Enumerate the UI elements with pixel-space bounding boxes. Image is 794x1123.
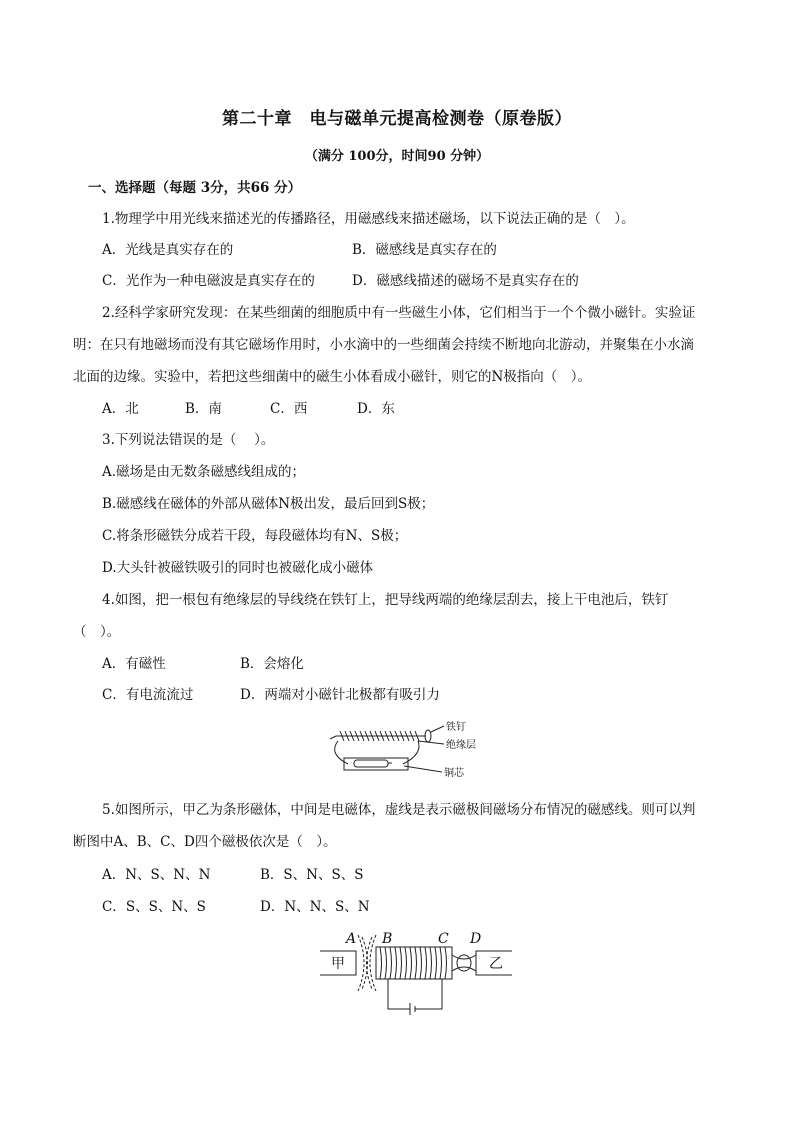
q4-option-b: B．会熔化 [240, 656, 304, 672]
q2-option-a: A．北 [102, 401, 139, 417]
q5-option-b: B．S、N、S、S [260, 867, 364, 883]
leader-insulation [418, 741, 444, 744]
label-nail: 铁钉 [446, 722, 466, 733]
q3-option-d: D.大头针被磁铁吸引的同时也被磁化成小磁体 [102, 560, 374, 576]
q5-stem-line1: 5.如图所示，甲乙为条形磁体，中间是电磁体，虚线是表示磁极间磁场分布情况的磁感线。则可以判 [102, 802, 696, 818]
q1-option-c: C．光作为一种电磁波是真实存在的 [102, 273, 315, 289]
leader-core [404, 766, 442, 772]
battery [354, 760, 388, 767]
label-pole-a: A [346, 931, 357, 947]
q2-option-d: D．东 [357, 401, 395, 417]
q1-stem: 1.物理学中用光线来描述光的传播路径，用磁感线来描述磁场，以下说法正确的是（ ）。 [102, 211, 635, 227]
label-pole-b: B [382, 931, 393, 947]
q3-option-c: C.将条形磁铁分成若干段，每段磁体均有N、S极； [102, 528, 408, 544]
wire-lead-right [403, 741, 419, 764]
q5-option-d: D．N、N、S、N [260, 899, 370, 915]
label-pole-d: D [470, 931, 482, 947]
leader-nail [431, 726, 444, 732]
q5-electromagnet-figure [318, 925, 514, 1025]
label-jia: 甲 [331, 956, 345, 972]
field-bulge [457, 955, 471, 971]
coil-windings [380, 947, 447, 979]
wire-lead-left [335, 741, 348, 764]
q2-option-c: C．西 [270, 401, 308, 417]
q2-stem-line1: 2.经科学家研究发现：在某些细菌的细胞质中有一些磁生小体，它们相当于一个个微小磁针。实验证 [102, 305, 696, 321]
q3-option-a: A.磁场是由无数条磁感线组成的； [102, 464, 306, 480]
section-heading: 一、选择题（每题 3分，共66 分） [88, 180, 302, 196]
q3-stem: 3.下列说法错误的是（ ）。 [102, 432, 275, 448]
q4-stem-line2: （ ）。 [73, 624, 121, 640]
field-line [452, 967, 476, 971]
circuit-wire-right [415, 979, 442, 1009]
q4-option-c: C．有电流流过 [102, 687, 194, 703]
q1-option-b: B．磁感线是真实存在的 [352, 242, 497, 258]
q5-option-c: C．S、S、N、S [102, 899, 206, 915]
q4-stem-line1: 4.如图，把一根包有绝缘层的导线绕在铁钉上，把导线两端的绝缘层刮去，接上干电池后，铁钉 [102, 592, 669, 608]
q2-option-b: B．南 [185, 401, 222, 417]
q5-electromagnet-diagram [318, 925, 514, 1025]
page-subtitle: （满分 100分，时间90 分钟） [304, 149, 490, 164]
q4-nail-diagram [318, 714, 488, 782]
page-title: 第二十章 电与磁单元提高检测卷（原卷版） [222, 109, 572, 129]
q4-option-d: D．两端对小磁针北极都有吸引力 [240, 687, 440, 703]
q3-option-b: B.磁感线在磁体的外部从磁体N极出发，最后回到S极； [102, 496, 435, 512]
q5-stem-line2: 断图中A、B、C、D四个磁极依次是（ ）。 [73, 834, 337, 850]
field-line [370, 935, 376, 991]
field-line [452, 955, 476, 959]
q2-stem-line2: 明：在只有地磁场而没有其它磁场作用时，小水滴中的一些细菌会持续不断地向北游动，并聚集在小水滴 [73, 337, 694, 353]
q5-option-a: A．N、S、N、N [102, 867, 211, 883]
q4-option-a: A．有磁性 [102, 656, 166, 672]
label-insulation: 绝缘层 [446, 740, 476, 751]
label-pole-c: C [438, 931, 449, 947]
field-line [358, 935, 364, 991]
nail-tip [330, 736, 336, 739]
label-core: 铜芯 [444, 768, 464, 779]
label-yi: 乙 [489, 956, 503, 972]
q1-option-a: A．光线是真实存在的 [102, 242, 234, 258]
q4-nail-figure [318, 714, 488, 782]
q2-stem-line3: 北面的边缘。实验中，若把这些细菌中的磁生小体看成小磁针，则它的N极指向（ ）。 [73, 369, 592, 385]
circuit-wire-left [388, 979, 410, 1009]
q1-option-d: D．磁感线描述的磁场不是真实存在的 [352, 273, 579, 289]
